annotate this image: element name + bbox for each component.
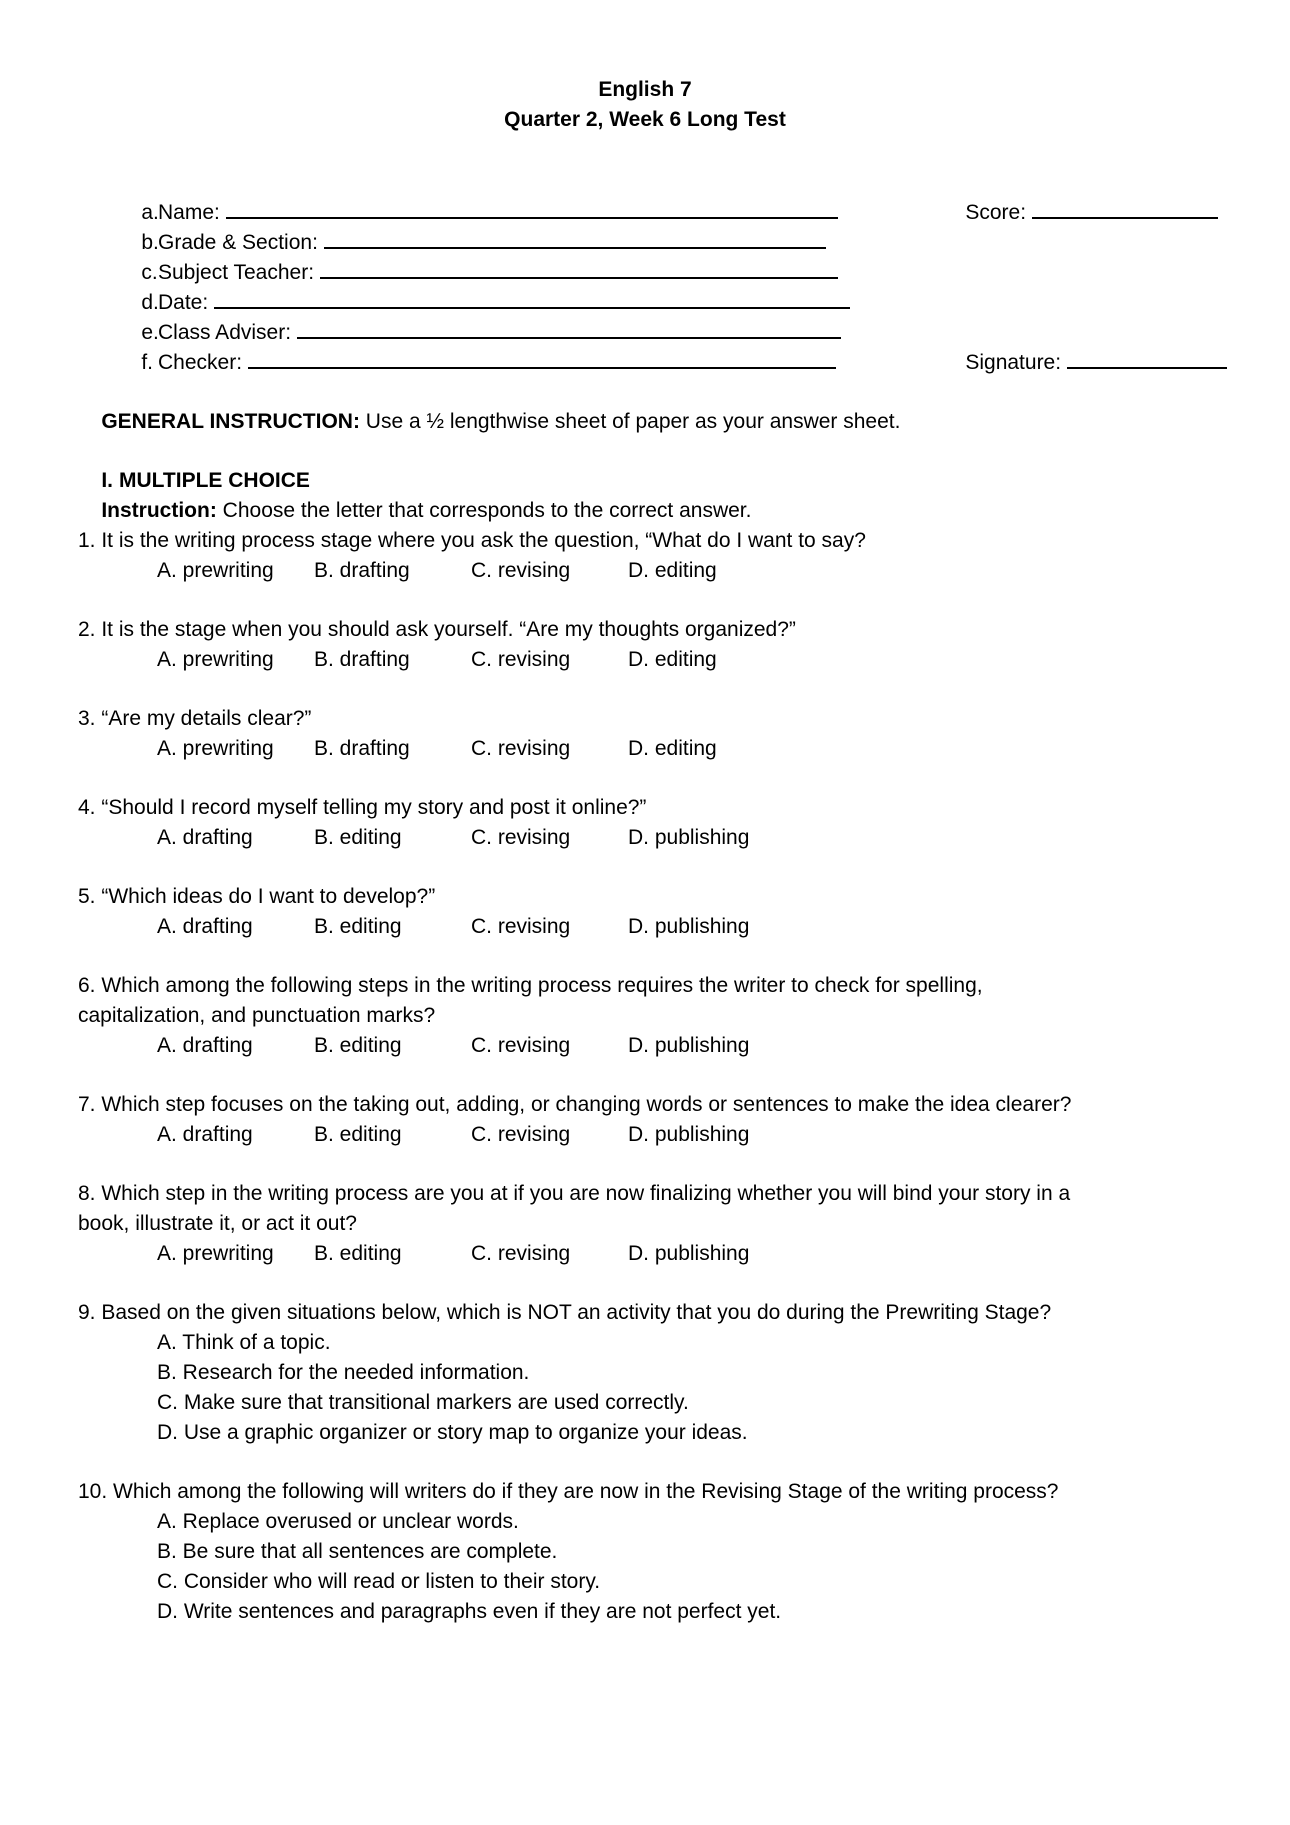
question-7: 7. Which step focuses on the taking out, adding, or changing words or sentences to make the idea clearer?	[78, 1093, 1072, 1116]
choice-10c[interactable]: C. Consider who will read or listen to their story.	[157, 1570, 601, 1593]
question-3: 3. “Are my details clear?”	[78, 707, 312, 730]
choice-7d[interactable]: D. publishing	[628, 1123, 750, 1146]
choice-1b[interactable]: B. drafting	[314, 559, 410, 582]
choice-3a[interactable]: A. prewriting	[157, 737, 274, 760]
info-field-checker[interactable]: f. Checker:	[118, 318, 153, 408]
choice-5b[interactable]: B. editing	[314, 915, 402, 938]
choice-2c[interactable]: C. revising	[471, 648, 571, 671]
info-field-subject-teacher[interactable]: c. Subject Teacher:	[118, 228, 158, 318]
info-field-name[interactable]: a. Name:	[118, 168, 159, 258]
choice-5a[interactable]: A. drafting	[157, 915, 253, 938]
choice-2b[interactable]: B. drafting	[314, 648, 410, 671]
section-heading: I. MULTIPLE CHOICE	[101, 469, 310, 492]
choice-9a[interactable]: A. Think of a topic.	[157, 1331, 331, 1354]
question-9: 9. Based on the given situations below, which is NOT an activity that you do during the Prewriting Stage?	[78, 1301, 1052, 1324]
choice-4b[interactable]: B. editing	[314, 826, 402, 849]
question-6-line-2: capitalization, and punctuation marks?	[78, 1004, 436, 1027]
class-adviser-blank[interactable]	[297, 319, 841, 339]
choice-9c[interactable]: C. Make sure that transitional markers are used correctly.	[157, 1391, 689, 1414]
question-5: 5. “Which ideas do I want to develop?”	[78, 885, 436, 908]
info-field-date[interactable]: d. Date:	[118, 258, 159, 348]
info-field-class-adviser[interactable]: e. Class Adviser:	[118, 288, 159, 378]
score-field[interactable]: Score:	[942, 168, 1218, 258]
choice-5c[interactable]: C. revising	[471, 915, 571, 938]
choice-3c[interactable]: C. revising	[471, 737, 571, 760]
choice-1a[interactable]: A. prewriting	[157, 559, 274, 582]
choice-10b[interactable]: B. Be sure that all sentences are complete.	[157, 1540, 558, 1563]
choice-4d[interactable]: D. publishing	[628, 826, 750, 849]
choice-5d[interactable]: D. publishing	[628, 915, 750, 938]
name-blank[interactable]	[226, 199, 838, 219]
choice-8d[interactable]: D. publishing	[628, 1242, 750, 1265]
choice-7c[interactable]: C. revising	[471, 1123, 571, 1146]
choice-1c[interactable]: C. revising	[471, 559, 571, 582]
choice-7b[interactable]: B. editing	[314, 1123, 402, 1146]
grade-section-blank[interactable]	[324, 229, 826, 249]
choice-8b[interactable]: B. editing	[314, 1242, 402, 1265]
test-title: Quarter 2, Week 6 Long Test	[504, 108, 786, 131]
subject-teacher-blank[interactable]	[320, 259, 838, 279]
choice-8c[interactable]: C. revising	[471, 1242, 571, 1265]
choice-6d[interactable]: D. publishing	[628, 1034, 750, 1057]
checker-blank[interactable]	[248, 349, 836, 369]
signature-blank[interactable]	[1067, 349, 1227, 369]
choice-4c[interactable]: C. revising	[471, 826, 571, 849]
question-8-line-1: 8. Which step in the writing process are you at if you are now finalizing whether you will bind your story in a	[78, 1182, 1071, 1205]
choice-10a[interactable]: A. Replace overused or unclear words.	[157, 1510, 519, 1533]
choice-3d[interactable]: D. editing	[628, 737, 717, 760]
date-blank[interactable]	[214, 289, 850, 309]
choice-3b[interactable]: B. drafting	[314, 737, 410, 760]
info-field-grade-section[interactable]: b. Grade & Section:	[118, 198, 159, 288]
choice-2d[interactable]: D. editing	[628, 648, 717, 671]
choice-6b[interactable]: B. editing	[314, 1034, 402, 1057]
signature-field[interactable]: Signature:	[942, 318, 1227, 408]
question-4: 4. “Should I record myself telling my story and post it online?”	[78, 796, 647, 819]
choice-4a[interactable]: A. drafting	[157, 826, 253, 849]
choice-9d[interactable]: D. Use a graphic organizer or story map to organize your ideas.	[157, 1421, 748, 1444]
choice-8a[interactable]: A. prewriting	[157, 1242, 274, 1265]
question-1: 1. It is the writing process stage where you ask the question, “What do I want to say?	[78, 529, 866, 552]
question-10: 10. Which among the following will writers do if they are now in the Revising Stage of the writing process?	[78, 1480, 1059, 1503]
section-instruction: Instruction: Choose the letter that corresponds to the correct answer.	[101, 499, 752, 522]
choice-6c[interactable]: C. revising	[471, 1034, 571, 1057]
question-2: 2. It is the stage when you should ask yourself. “Are my thoughts organized?”	[78, 618, 796, 641]
score-blank[interactable]	[1032, 199, 1218, 219]
choice-2a[interactable]: A. prewriting	[157, 648, 274, 671]
general-instruction: GENERAL INSTRUCTION: Use a ½ lengthwise sheet of paper as your answer sheet.	[101, 410, 901, 433]
subject-title: English 7	[598, 78, 692, 101]
choice-7a[interactable]: A. drafting	[157, 1123, 253, 1146]
choice-9b[interactable]: B. Research for the needed information.	[157, 1361, 530, 1384]
question-8-line-2: book, illustrate it, or act it out?	[78, 1212, 357, 1235]
question-6-line-1: 6. Which among the following steps in the writing process requires the writer to check for spelling,	[78, 974, 983, 997]
choice-10d[interactable]: D. Write sentences and paragraphs even if they are not perfect yet.	[157, 1600, 782, 1623]
choice-6a[interactable]: A. drafting	[157, 1034, 253, 1057]
choice-1d[interactable]: D. editing	[628, 559, 717, 582]
